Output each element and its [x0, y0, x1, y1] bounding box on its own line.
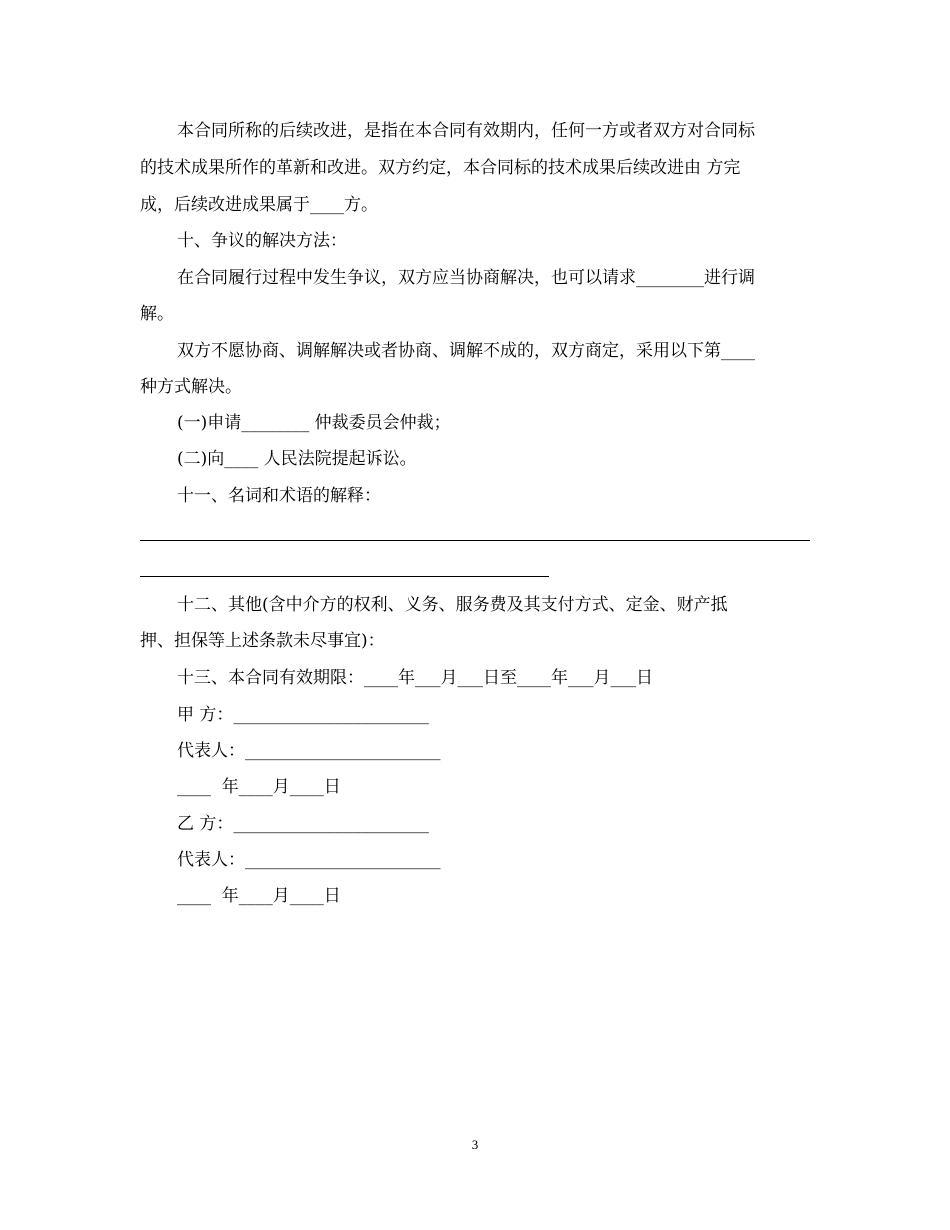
list-item: (二)向____ 人民法院提起诉讼。	[177, 449, 417, 469]
party-b-line: 乙 方：_______________________	[177, 814, 429, 834]
section-heading: 十二、其他(含中介方的权利、义务、服务费及其支付方式、定金、财产抵	[177, 595, 728, 615]
blank-rule-line	[140, 540, 810, 541]
paragraph-line: 解。	[140, 304, 174, 324]
paragraph-line: 双方不愿协商、调解解决或者协商、调解不成的，双方商定，采用以下第____	[177, 341, 755, 361]
section-heading: 十一、名词和术语的解释：	[177, 486, 381, 506]
paragraph-line: 成，后续改进成果属于____方。	[140, 195, 378, 215]
blank-rule-line	[140, 576, 549, 577]
section-heading: 十、争议的解决方法：	[177, 231, 347, 251]
paragraph-line: 种方式解决。	[140, 377, 242, 397]
party-a-representative-line: 代表人：_______________________	[177, 741, 441, 761]
validity-period-line: 十三、本合同有效期限：____年___月___日至____年___月___日	[177, 668, 653, 688]
paragraph-line: 本合同所称的后续改进，是指在本合同有效期内，任何一方或者双方对合同标	[177, 121, 755, 141]
paragraph-line: 在合同履行过程中发生争议，双方应当协商解决，也可以请求________进行调	[177, 268, 755, 288]
party-a-date-line: ____ 年____月____日	[177, 777, 341, 797]
party-b-representative-line: 代表人：_______________________	[177, 850, 441, 870]
paragraph-line: 的技术成果所作的革新和改进。双方约定，本合同标的技术成果后续改进由 方完	[140, 158, 741, 178]
page-number: 3	[471, 1137, 479, 1152]
party-a-line: 甲 方：_______________________	[177, 705, 429, 725]
paragraph-line: 押、担保等上述条款未尽事宜)：	[140, 631, 385, 651]
party-b-date-line: ____ 年____月____日	[177, 886, 341, 906]
list-item: (一)申请________ 仲裁委员会仲裁；	[177, 413, 451, 433]
